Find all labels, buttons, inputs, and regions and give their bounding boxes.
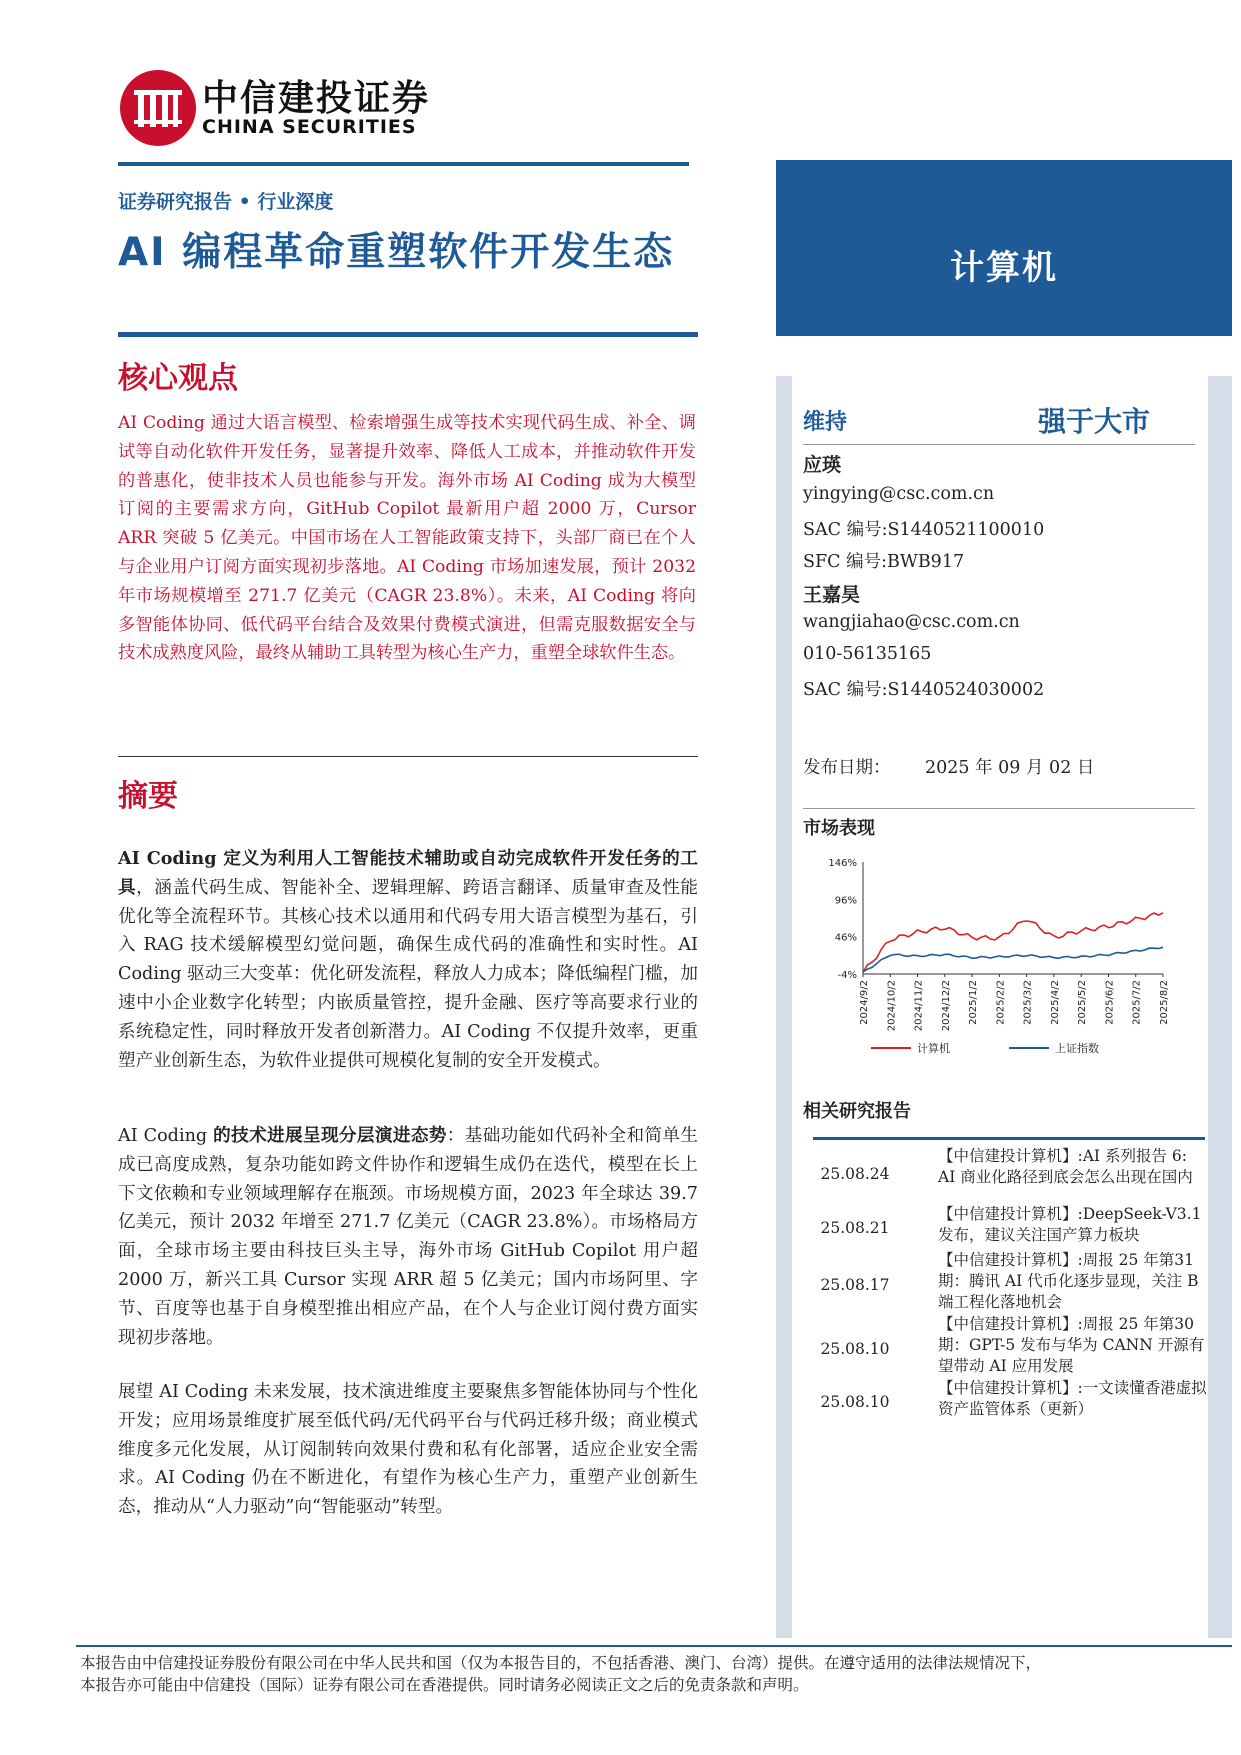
rating-label: 维持	[803, 410, 848, 435]
analyst-1-sac: SAC 编号:S1440521100010	[803, 520, 1045, 540]
rating-value: 强于大市	[1038, 405, 1151, 438]
report-type: 证券研究报告 • 行业深度	[118, 191, 334, 213]
analyst-1-name: 应瑛	[803, 454, 842, 476]
related-reports-rule	[813, 1137, 1205, 1140]
legend-label: 计算机	[917, 1042, 950, 1055]
x-tick-label: 2024/12/2	[940, 980, 952, 1032]
related-report-date: 25.08.24	[820, 1165, 890, 1183]
summary-paragraph-1	[118, 845, 698, 1075]
summary-p1-rest: ，涵盖代码生成、智能补全、逻辑理解、跨语言翻译、质量审查及性能优化等全流程环节。其核心技术以通用和代码专用大语言模型为基石，引入 RAG 技术缓解模型幻觉问题，确保生成代码的准确性和实时性。AI Coding 驱动三大变革：优化研发流程，释放人力成本；降低编程门槛，加速中小企业数字化转型；内嵌质量管控，提升金融、医疗等高要求行业的系统稳定性，同时释放开发者创新潜力。AI Coding 不仅提升效率，更重塑产业创新生态，为软件业提供可规模化复制的安全开发模式。	[118, 877, 698, 1071]
x-tick-label: 2025/2/2	[995, 980, 1007, 1025]
market-performance-chart	[803, 848, 1203, 1070]
legend-label: 上证指数	[1055, 1042, 1099, 1055]
y-tick-label: -4%	[837, 970, 857, 981]
y-tick-label: 146%	[828, 858, 857, 869]
analyst-1-email[interactable]: yingying@csc.com.cn	[803, 484, 995, 504]
related-report-link[interactable]: 【中信建投计算机】:一文读懂香港虚拟资产监管体系（更新）	[938, 1379, 1207, 1418]
header-bottom-rule	[118, 332, 698, 337]
analyst-2-name: 王嘉昊	[803, 584, 861, 606]
analyst-2-sac: SAC 编号:S1440524030002	[803, 680, 1045, 700]
summary-paragraph-2	[118, 1122, 698, 1352]
summary-p2-bold: 的技术进展呈现分层演进态势	[213, 1125, 447, 1146]
core-view-heading: 核心观点	[118, 361, 238, 396]
related-report-date: 25.08.10	[820, 1393, 890, 1411]
footer-disclaimer	[80, 1652, 1230, 1696]
x-tick-label: 2025/1/2	[968, 980, 980, 1025]
y-tick-label: 96%	[834, 895, 857, 907]
summary-p2-lead: AI Coding	[118, 1126, 214, 1146]
x-tick-label: 2024/10/2	[886, 980, 898, 1032]
analyst-2-phone: 010-56135165	[803, 644, 932, 664]
company-name-cn: 中信建投证券	[202, 78, 431, 119]
related-report-date: 25.08.10	[820, 1340, 890, 1358]
publish-rule	[803, 808, 1195, 809]
x-tick-label: 2024/9/2	[859, 980, 870, 1025]
summary-p2-rest: ：基础功能如代码补全和简单生成已高度成熟，复杂功能如跨文件协作和逻辑生成仍在迭代，模型在长上下文依赖和专业领域理解存在瓶颈。市场规模方面，2023 年全球达 39.7 亿美元，预计 2032 年增至 271.7 亿美元（CAGR 23.8%）。市场格局方面，全球市场主要由科技巨头主导，海外市场 GitHub Copilot 用户超 2000 万，新兴工具 Cursor 实现 ARR 超 5 亿美元；国内市场阿里、字节、百度等也基于自身模型推出相应产品，在个人与企业订阅付费方面实现初步落地。	[118, 1126, 698, 1348]
x-tick-label: 2025/8/2	[1159, 980, 1170, 1025]
x-tick-label: 2025/6/2	[1104, 980, 1116, 1025]
y-tick-label: 46%	[834, 932, 857, 944]
related-reports-title: 相关研究报告	[803, 1101, 911, 1122]
series-line	[863, 947, 1163, 972]
company-name-en: CHINA SECURITIES	[202, 116, 417, 138]
publish-date: 2025 年 09 月 02 日	[925, 758, 1095, 778]
summary-paragraph-3: 展望 AI Coding 未来发展，技术演进维度主要聚焦多智能体协同与个性化开发；应用场景维度扩展至低代码/无代码平台与代码迁移升级；商业模式维度多元化发展，从订阅制转向效果付费和私有化部署，适应企业安全需求。AI Coding 仍在不断进化，有望作为核心生产力，重塑产业创新生态，推动从“人力驱动”向“智能驱动”转型。	[118, 1382, 698, 1518]
sector-banner	[776, 160, 1232, 336]
x-tick-label: 2025/5/2	[1077, 980, 1089, 1025]
related-report-link[interactable]: 【中信建投计算机】:周报 25 年第31期：腾讯 AI 代币化逐步显现，关注 B 端工程化落地机会	[938, 1251, 1199, 1311]
core-view-text: AI Coding 通过大语言模型、检索增强生成等技术实现代码生成、补全、调试等自动化软件开发任务，显著提升效率、降低人工成本，并推动软件开发的普惠化，使非技术人员也能参与开发。海外市场 AI Coding 成为大模型订阅的主要需求方向，GitHub Copilot 最新用户超 2000 万，Cursor ARR 突破 5 亿美元。中国市场在人工智能政策支持下，头部厂商已在个人与企业用户订阅方面实现初步落地。AI Coding 市场加速发展，预计 2032 年市场规模增至 271.7 亿美元（CAGR 23.8%）。未来，AI Coding 将向多智能体协同、低代码平台结合及效果付费模式演进，但需克服数据安全与技术成熟度风险，最终从辅助工具转型为核心生产力，重塑全球软件生态。	[118, 413, 696, 664]
related-report-link[interactable]: 【中信建投计算机】:周报 25 年第30期：GPT-5 发布与华为 CANN 开源有望带动 AI 应用发展	[938, 1315, 1205, 1375]
related-report-link[interactable]: 【中信建投计算机】:DeepSeek-V3.1 发布，建议关注国产算力板块	[938, 1205, 1202, 1244]
x-tick-label: 2024/11/2	[913, 980, 925, 1032]
summary-heading: 摘要	[118, 779, 178, 814]
company-logo-icon	[120, 70, 196, 146]
divider	[118, 756, 698, 757]
x-tick-label: 2025/3/2	[1022, 980, 1034, 1025]
series-line	[863, 913, 1163, 973]
publish-date-label: 发布日期：	[803, 758, 891, 778]
footer-rule	[76, 1645, 1232, 1647]
rating-rule	[803, 444, 1195, 445]
summary-p1-bold: AI Coding 定义为利用人工智能技术辅助或自动完成软件开发任务的工具	[118, 848, 698, 898]
x-tick-label: 2025/4/2	[1049, 980, 1061, 1025]
report-title: AI 编程革命重塑软件开发生态	[118, 230, 675, 275]
x-tick-label: 2025/7/2	[1131, 980, 1143, 1025]
market-chart-title: 市场表现	[803, 818, 875, 839]
sector-label: 计算机	[950, 248, 1058, 288]
footer-line-2: 本报告亦可能由中信建投（国际）证券有限公司在香港提供。同时请务必阅读正文之后的免责条款和声明。	[80, 1676, 809, 1694]
related-report-link[interactable]: 【中信建投计算机】:AI 系列报告 6: AI 商业化路径到底会怎么出现在国内	[938, 1147, 1193, 1186]
header-top-rule	[118, 162, 689, 166]
related-report-date: 25.08.17	[820, 1276, 890, 1294]
analyst-2-email[interactable]: wangjiahao@csc.com.cn	[803, 612, 1020, 632]
related-report-date: 25.08.21	[820, 1219, 890, 1237]
analyst-1-sfc: SFC 编号:BWB917	[803, 552, 965, 572]
footer-line-1: 本报告由中信建投证券股份有限公司在中华人民共和国（仅为本报告目的，不包括香港、澳门、台湾）提供。在遵守适用的法律法规情况下，	[80, 1654, 1042, 1672]
